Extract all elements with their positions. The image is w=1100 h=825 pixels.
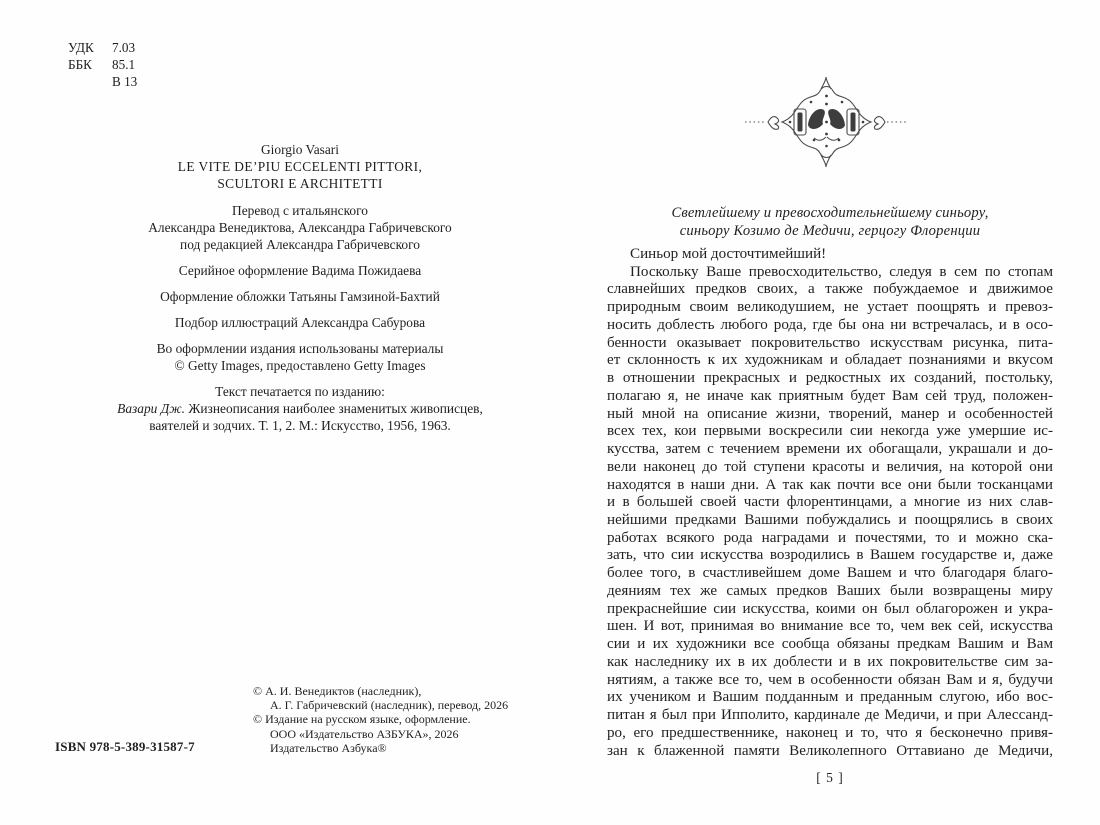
body-line: нейшими предками Вашими побуждались и поощрялись в своих xyxy=(607,512,1053,529)
editor-note: под редакцией Александра Габричевского xyxy=(180,237,420,252)
isbn-number: ISBN 978-5-389-31587-7 xyxy=(55,739,195,754)
dedication-heading xyxy=(607,205,1053,240)
translation-note: Перевод с итальянского xyxy=(232,203,368,218)
publisher-brand-line: Издательство Азбука® xyxy=(270,740,387,755)
salutation-line: Синьор мой досточтимейший! xyxy=(630,246,827,262)
body-line: зан к блаженной памяти Великолепного Оттавиано де Медичи, xyxy=(607,742,1053,759)
udc-value: 7.03 xyxy=(112,40,136,55)
body-line: зать, что сии искусства возродились в Вашем государстве и, даже xyxy=(607,547,1053,564)
cover-design-line: Оформление обложки Татьяны Гамзиной-Бахтий xyxy=(160,289,440,304)
bbk-value: 85.1 xyxy=(112,57,136,72)
dedication-line2: синьору Козимо де Медичи, герцогу Флоренции xyxy=(679,222,981,239)
body-line: вели наконец до той ступени красоты и величия, на которой они xyxy=(607,458,1053,475)
body-line: более того, в счастливейшем доме Вашем и что благодаря благо- xyxy=(607,565,1053,582)
body-line: в отношении прекрасных и редкостных их созданий, постольку, xyxy=(607,370,1053,387)
copyright-edition-line: © Издание на русском языке, оформление. xyxy=(253,712,471,727)
copyright-colophon xyxy=(253,684,508,755)
edition-source-block xyxy=(30,383,570,434)
body-line: всех тех, кои первыми воскресили сии некогда уже умершие ис- xyxy=(607,423,1053,440)
dedication-body-text xyxy=(607,246,1053,760)
body-line: работах всякого рода наградами и почестями, то и можно ска- xyxy=(607,529,1053,546)
author-name: Giorgio Vasari xyxy=(261,142,339,157)
page-number: [ 5 ] xyxy=(816,770,844,785)
body-line: шен. И вот, принимая во внимание все то, чем век сей, искусства xyxy=(607,618,1053,635)
publisher-line: ООО «Издательство АЗБУКА», 2026 xyxy=(270,726,459,741)
body-line: Поскольку Ваше превосходительство, следуя в сем по стопам xyxy=(630,263,1053,280)
body-line: питан я был при Ипполито, кардинале де Медичи, и при Алессанд- xyxy=(607,707,1053,724)
author-sign-value: В 13 xyxy=(112,74,138,89)
body-line: полагаю я, не иначе как приятным будет Вам сей труд, положен- xyxy=(607,387,1053,404)
bbk-label: ББК xyxy=(68,57,92,72)
edition-author-italic: Вазари Дж. xyxy=(117,401,186,416)
original-title-line1: LE VITE DE’PIU ECCELENTI PITTORI, xyxy=(177,159,423,174)
series-design-credit xyxy=(30,262,570,279)
body-line: кусства, затем с течением времени их обогащали, украшали и до- xyxy=(607,441,1053,458)
dedication-line1: Светлейшему и превосходительнейшему синьору, xyxy=(671,205,989,221)
translators: Александра Венедиктова, Александра Габричевского xyxy=(148,220,452,235)
materials-block xyxy=(30,340,570,374)
materials-line2: © Getty Images, предоставлено Getty Images xyxy=(174,358,426,373)
body-line: как наследнику их в их доблести и в их покровительстве сим за- xyxy=(607,653,1053,670)
udc-label: УДК xyxy=(68,40,94,55)
cover-design-credit xyxy=(30,288,570,305)
body-line: деяниям тех же самых предков Ваших были возвращены миру xyxy=(607,582,1053,599)
body-line: носить доблесть любого рода, где бы она ни встречалась, и в осо- xyxy=(607,316,1053,333)
original-title-line2: SCULTORI E ARCHITETTI xyxy=(217,176,383,191)
udc-row xyxy=(68,39,137,56)
materials-line1: Во оформлении издания использованы материалы xyxy=(156,341,444,356)
body-line: их учеником и Вашим подданным и преданным слугою, ибо вос- xyxy=(607,689,1053,706)
body-line: ро, его предшественнике, наконец и то, что я бесконечно привя- xyxy=(607,724,1053,741)
body-line: и в большей своей части флорентинцами, а многие из них слав- xyxy=(607,494,1053,511)
edition-reference-rest: Жизнеописания наиболее знаменитых живописцев, xyxy=(185,401,483,416)
body-line: ный мной на описание жизни, творений, манер и особенностей xyxy=(607,405,1053,422)
copyright-translator-line1: © А. И. Венедиктов (наследник), xyxy=(253,684,422,698)
arabesque-head-ornament-icon xyxy=(744,76,909,168)
body-line: нятиям, а также все то, чем в особенности обязан Вам и я, будучи xyxy=(607,671,1053,688)
copyright-translator-line2: А. Г. Габричевский (наследник), перевод, 2026 xyxy=(270,698,509,713)
author-sign-row xyxy=(68,73,137,90)
illustrations-credit xyxy=(30,314,570,331)
body-line: находятся в наши дни. А так как почти все они были тосканцами xyxy=(607,476,1053,493)
edition-reference-line2: ваятелей и зодчих. Т. 1, 2. М.: Искусство, 1956, 1963. xyxy=(149,418,451,433)
body-line: бенности оказывает покровительство искусствам рисунка, пита- xyxy=(607,334,1053,351)
udc-bbk-block xyxy=(68,39,137,90)
author-sign-label xyxy=(68,73,104,90)
edition-reference xyxy=(30,400,570,417)
series-design-line: Серийное оформление Вадима Пожидаева xyxy=(178,263,422,278)
body-line: ет склонность к их художникам и обладает познаниями и вкусом xyxy=(607,352,1053,369)
illustrations-line: Подбор иллюстраций Александра Сабурова xyxy=(174,315,426,330)
body-line: прекраснейшие сии искусства, коими он был облагорожен и укра- xyxy=(607,600,1053,617)
body-line: природным своим великодушием, не устает поощрять и превоз- xyxy=(607,299,1053,316)
body-line: славнейших предков своих, а также побуждаемое и движимое xyxy=(607,281,1053,298)
body-line: сии и их художники все сообща обязаны предкам Вашим и Вам xyxy=(607,636,1053,653)
title-credits-column xyxy=(30,141,570,443)
translation-block xyxy=(30,202,570,253)
original-title-block xyxy=(30,141,570,192)
edition-note: Текст печатается по изданию: xyxy=(215,384,385,399)
bbk-row xyxy=(68,56,137,73)
